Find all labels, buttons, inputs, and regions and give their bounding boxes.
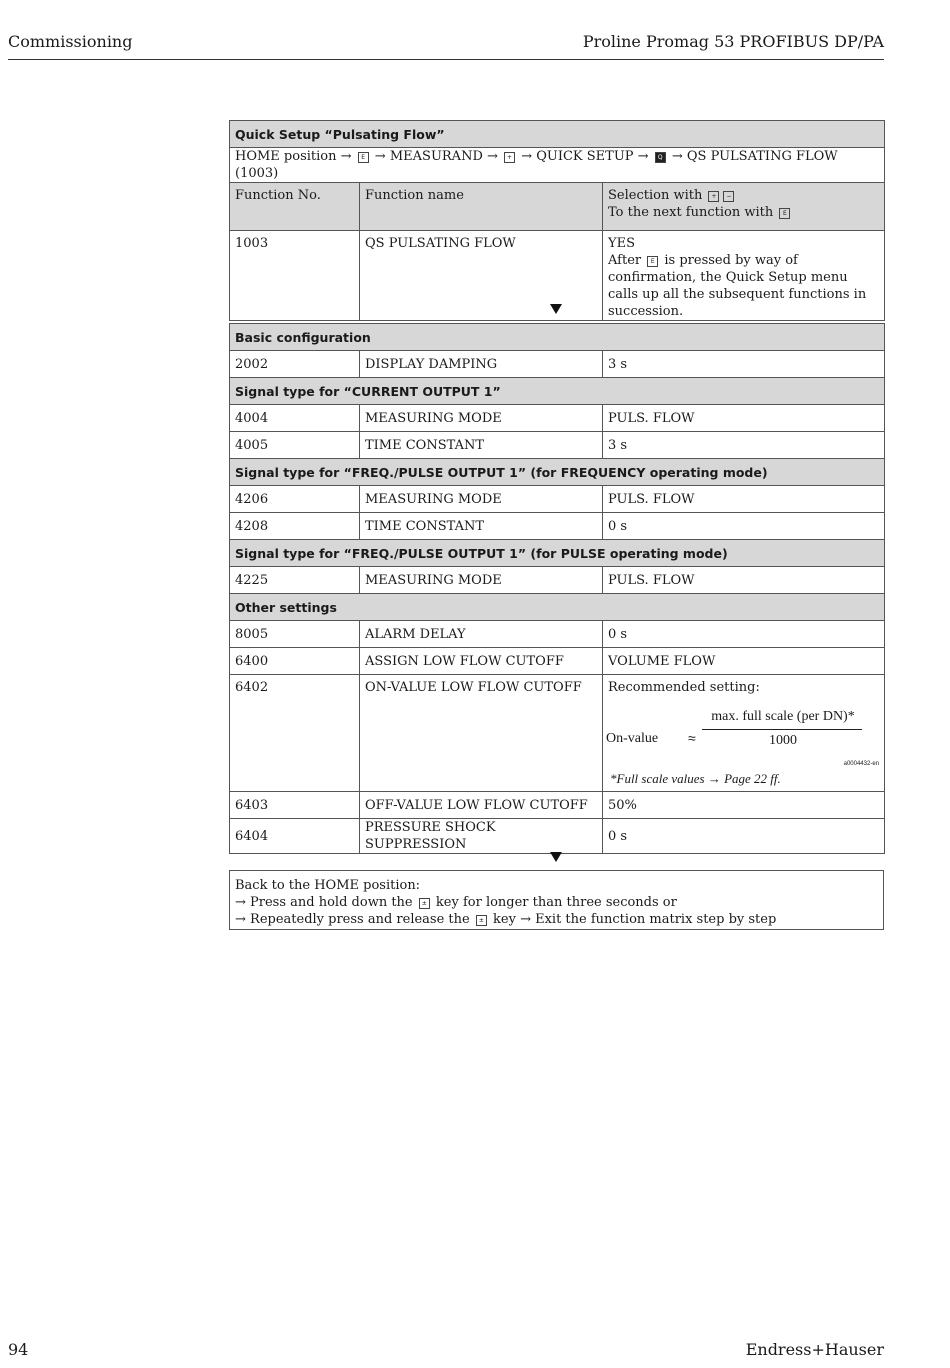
- quick-setup-title: Quick Setup “Pulsating Flow”: [230, 121, 885, 148]
- function-no: 4206: [230, 486, 360, 513]
- table-row: [230, 819, 885, 854]
- column-header-function-no: Function No.: [230, 183, 360, 231]
- table-row: [230, 486, 885, 513]
- function-value: [603, 675, 885, 792]
- function-no: 6404: [230, 819, 360, 854]
- back-home-line2: [235, 894, 878, 911]
- enter-key-icon: E: [358, 152, 369, 163]
- section-title-current: Signal type for “CURRENT OUTPUT 1”: [230, 378, 885, 405]
- function-value: [603, 231, 885, 321]
- figure-id: a0004432-en: [843, 761, 879, 767]
- column-header-selection: [603, 183, 885, 231]
- back-home-line2-pre: → Press and hold down the: [235, 895, 413, 910]
- selection-line1: Selection with: [608, 188, 703, 203]
- function-value: 0 s: [603, 819, 885, 854]
- plus-key-icon: +: [504, 152, 515, 163]
- function-name: TIME CONSTANT: [360, 513, 603, 540]
- back-to-home-box: [229, 870, 884, 930]
- function-no: 1003: [230, 231, 360, 321]
- table-row: [230, 621, 885, 648]
- section-title-pulse: Signal type for “FREQ./PULSE OUTPUT 1” (for PULSE operating mode): [230, 540, 885, 567]
- back-home-line3-post: key → Exit the function matrix step by step: [493, 912, 777, 927]
- back-home-line2-post: key for longer than three seconds or: [435, 895, 677, 910]
- down-arrow-icon: [550, 304, 562, 314]
- esc-key-icon: ±: [476, 915, 487, 926]
- formula-denominator: 1000: [769, 733, 797, 748]
- function-name: ASSIGN LOW FLOW CUTOFF: [360, 648, 603, 675]
- formula-numerator: max. full scale (per DN)*: [711, 709, 855, 724]
- function-no: 4005: [230, 432, 360, 459]
- function-name: OFF-VALUE LOW FLOW CUTOFF: [360, 792, 603, 819]
- on-value-formula: [608, 696, 879, 788]
- footer-brand: Endress+Hauser: [745, 1340, 884, 1359]
- function-name: TIME CONSTANT: [360, 432, 603, 459]
- formula-fraction-bar: [702, 729, 862, 730]
- value-post: is pressed by way of confirmation, the Quick Setup menu calls up all the subsequent functions in succession.: [608, 253, 867, 319]
- function-no: 4208: [230, 513, 360, 540]
- table-row: [230, 675, 885, 792]
- quick-setup-table: [229, 120, 884, 321]
- header-section-title: Commissioning: [8, 32, 133, 51]
- function-value: PULS. FLOW: [603, 567, 885, 594]
- function-value: 50%: [603, 792, 885, 819]
- recommended-setting-label: Recommended setting:: [608, 680, 760, 695]
- table-row: [230, 405, 885, 432]
- header-rule: [8, 59, 884, 60]
- plus-key-icon: +: [708, 191, 719, 202]
- function-name: ON-VALUE LOW FLOW CUTOFF: [360, 675, 603, 792]
- table-row: [230, 567, 885, 594]
- menu-path: HOME position → E → MEASURAND → + → QUICK SETUP → Q → QS PULSATING FLOW (1003): [230, 148, 885, 183]
- function-no: 6403: [230, 792, 360, 819]
- header-product-title: Proline Promag 53 PROFIBUS DP/PA: [582, 32, 884, 51]
- path-target: QS PULSATING FLOW (1003): [235, 149, 838, 181]
- table-row: [230, 351, 885, 378]
- function-value: PULS. FLOW: [603, 405, 885, 432]
- function-no: 4225: [230, 567, 360, 594]
- function-name: ALARM DELAY: [360, 621, 603, 648]
- section-title-other: Other settings: [230, 594, 885, 621]
- esc-key-icon: ±: [419, 898, 430, 909]
- section-title-basic: Basic configuration: [230, 324, 885, 351]
- function-value: VOLUME FLOW: [603, 648, 885, 675]
- selection-line2: To the next function with: [608, 205, 774, 220]
- back-home-line3: [235, 911, 878, 928]
- minus-key-icon: −: [723, 191, 734, 202]
- function-value: 3 s: [603, 351, 885, 378]
- value-pre: After: [608, 253, 642, 268]
- function-name: MEASURING MODE: [360, 567, 603, 594]
- back-home-line3-pre: → Repeatedly press and release the: [235, 912, 470, 927]
- formula-approx-sign: ≈: [688, 730, 696, 746]
- function-value: 0 s: [603, 513, 885, 540]
- back-home-line1: Back to the HOME position:: [235, 878, 421, 893]
- function-no: 4004: [230, 405, 360, 432]
- table-row: [230, 792, 885, 819]
- down-arrow-icon: [550, 852, 562, 862]
- settings-table: [229, 323, 884, 854]
- section-title-frequency: Signal type for “FREQ./PULSE OUTPUT 1” (for FREQUENCY operating mode): [230, 459, 885, 486]
- table-row: [230, 513, 885, 540]
- formula-label: On-value: [606, 731, 659, 746]
- function-name: MEASURING MODE: [360, 486, 603, 513]
- path-home: HOME position: [235, 149, 337, 164]
- function-value: PULS. FLOW: [603, 486, 885, 513]
- function-value: 3 s: [603, 432, 885, 459]
- formula-note: *Full scale values → Page 22 ff.: [610, 771, 781, 786]
- function-no: 6402: [230, 675, 360, 792]
- function-no: 6400: [230, 648, 360, 675]
- function-name: PRESSURE SHOCK SUPPRESSION: [360, 819, 603, 854]
- column-header-function-name: Function name: [360, 183, 603, 231]
- path-measurand: MEASURAND: [389, 149, 483, 164]
- value-title: YES: [608, 236, 635, 251]
- quick-setup-key-icon: Q: [655, 152, 666, 163]
- function-name: QS PULSATING FLOW: [360, 231, 603, 321]
- enter-key-icon: E: [647, 256, 658, 267]
- function-no: 8005: [230, 621, 360, 648]
- function-no: 2002: [230, 351, 360, 378]
- function-name: MEASURING MODE: [360, 405, 603, 432]
- page-number: 94: [8, 1340, 29, 1359]
- path-quick-setup: QUICK SETUP: [536, 149, 634, 164]
- function-name: DISPLAY DAMPING: [360, 351, 603, 378]
- enter-key-icon: E: [779, 208, 790, 219]
- function-value: 0 s: [603, 621, 885, 648]
- table-row: [230, 648, 885, 675]
- table-row: [230, 432, 885, 459]
